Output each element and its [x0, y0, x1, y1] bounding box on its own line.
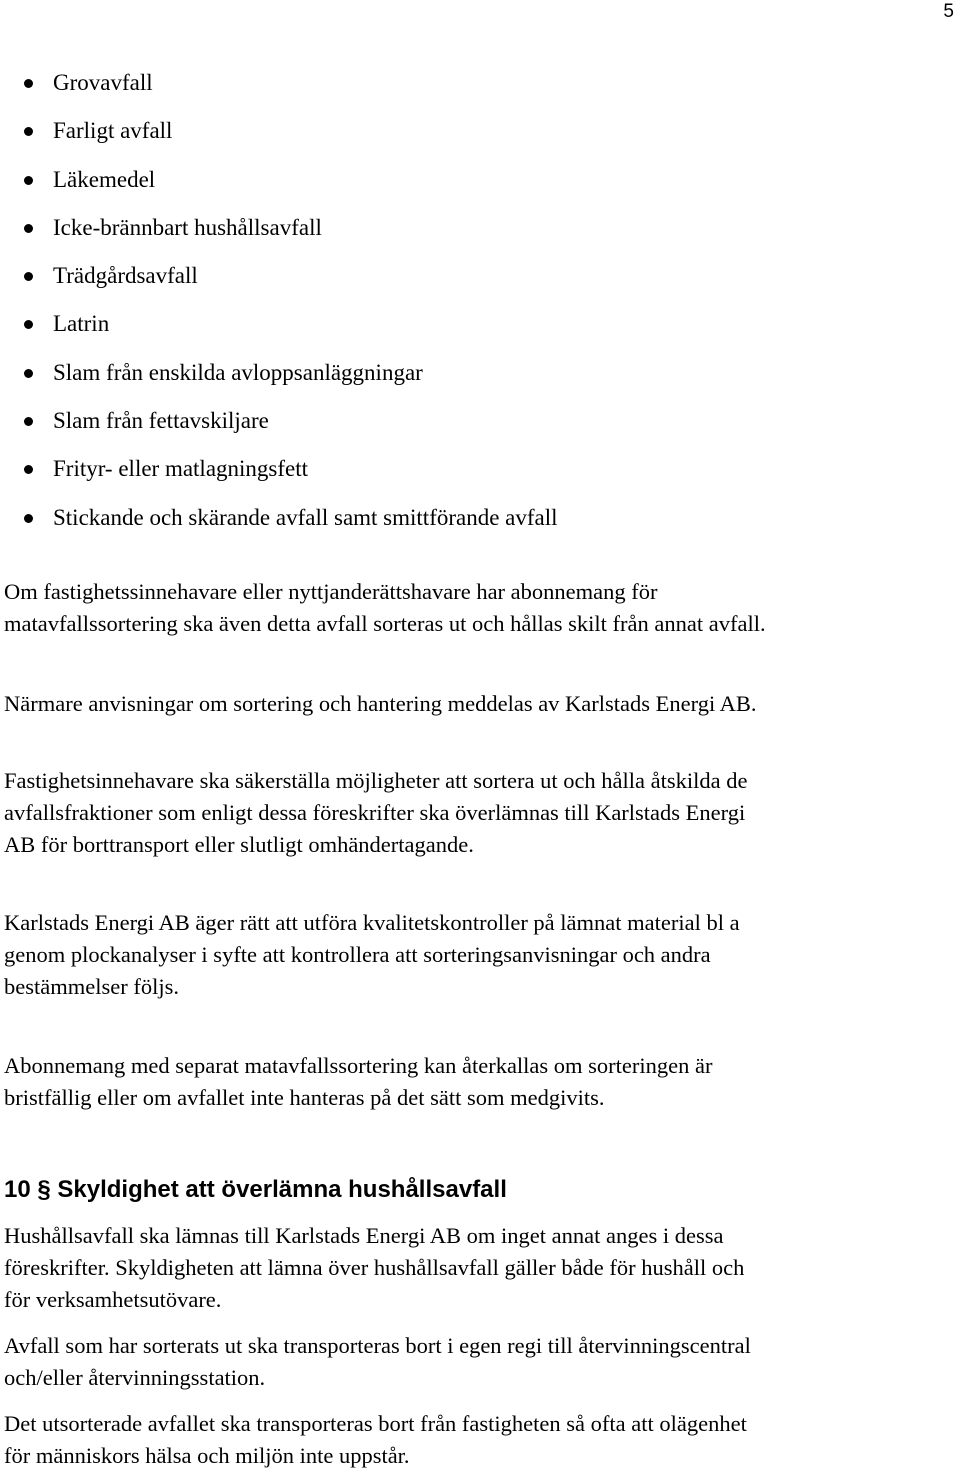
section-heading: 10 § Skyldighet att överlämna hushållsavfall	[4, 1176, 507, 1203]
text-line: Karlstads Energi AB äger rätt att utföra kvalitetskontroller på lämnat material bl a	[4, 910, 740, 935]
bullet-icon	[24, 79, 33, 88]
bullet-icon	[24, 127, 33, 136]
paragraph-instructions	[4, 688, 954, 720]
list-item-text: Latrin	[53, 311, 110, 337]
text-line: bestämmelser följs.	[4, 974, 179, 999]
paragraph-transport-frequency	[4, 1408, 954, 1472]
list-item	[0, 209, 558, 257]
list-item	[0, 499, 558, 547]
text-line: och/eller återvinningsstation.	[4, 1365, 266, 1390]
text-line: Avfall som har sorterats ut ska transporteras bort i egen regi till återvinningscentral	[4, 1333, 751, 1358]
bullet-icon	[24, 417, 33, 426]
list-item-text: Grovavfall	[53, 70, 153, 95]
list-item-text: Stickande och skärande avfall samt smittförande avfall	[53, 504, 558, 530]
bullet-icon	[24, 224, 33, 233]
list-item	[0, 112, 558, 160]
list-item	[0, 354, 558, 402]
paragraph-owner-responsibility	[4, 765, 954, 861]
text-line: genom plockanalyser i syfte att kontrollera att sorteringsanvisningar och andra	[4, 942, 711, 967]
text-line: Hushållsavfall ska lämnas till Karlstads Energi AB om inget annat anges i dessa	[4, 1223, 724, 1248]
paragraph-sorting-requirement	[4, 576, 954, 640]
text-line: AB för borttransport eller slutligt omhändertagande.	[4, 832, 474, 857]
list-item	[0, 305, 558, 353]
list-item	[0, 64, 558, 112]
bullet-icon	[24, 320, 33, 329]
text-line: avfallsfraktioner som enligt dessa föreskrifter ska överlämnas till Karlstads Energi	[4, 800, 746, 825]
list-item-text: Icke-brännbart hushållsavfall	[53, 214, 322, 240]
list-item-text: Farligt avfall	[53, 118, 173, 144]
bullet-icon	[24, 369, 33, 378]
text-line: för människors hälsa och miljön inte uppstår.	[4, 1443, 410, 1468]
text-line: Om fastighetssinnehavare eller nyttjanderättshavare har abonnemang för	[4, 579, 658, 604]
list-item-text: Läkemedel	[53, 166, 156, 192]
bullet-icon	[24, 514, 33, 523]
bullet-icon	[24, 465, 33, 474]
text-line: bristfällig eller om avfallet inte hanteras på det sätt som medgivits.	[4, 1085, 605, 1110]
list-item-text: Frityr- eller matlagningsfett	[53, 456, 309, 482]
text-line: Närmare anvisningar om sortering och hantering meddelas av Karlstads Energi AB.	[4, 691, 757, 716]
list-item-text: Slam från enskilda avloppsanläggningar	[53, 359, 423, 385]
paragraph-delivery-obligation	[4, 1220, 954, 1316]
text-line: föreskrifter. Skyldigheten att lämna över hushållsavfall gäller både för hushåll och	[4, 1255, 745, 1280]
page-number: 5	[943, 1, 954, 22]
text-line: Fastighetsinnehavare ska säkerställa möjligheter att sortera ut och hålla åtskilda de	[4, 768, 748, 793]
list-item	[0, 257, 558, 305]
text-line: Abonnemang med separat matavfallssortering kan återkallas om sorteringen är	[4, 1053, 713, 1078]
list-item-text: Slam från fettavskiljare	[53, 408, 269, 434]
paragraph-quality-control	[4, 907, 954, 1003]
text-line: Det utsorterade avfallet ska transporteras bort från fastigheten så ofta att olägenhet	[4, 1411, 747, 1436]
waste-type-list	[0, 64, 558, 547]
paragraph-transport-own-regime	[4, 1330, 954, 1394]
text-line: för verksamhetsutövare.	[4, 1287, 222, 1312]
list-item-text: Trädgårdsavfall	[53, 263, 198, 289]
bullet-icon	[24, 176, 33, 185]
bullet-icon	[24, 272, 33, 281]
text-line: matavfallssortering ska även detta avfall sorteras ut och hållas skilt från annat avfall.	[4, 611, 766, 636]
paragraph-subscription-revocation	[4, 1050, 954, 1114]
list-item	[0, 450, 558, 498]
list-item	[0, 402, 558, 450]
list-item	[0, 161, 558, 209]
